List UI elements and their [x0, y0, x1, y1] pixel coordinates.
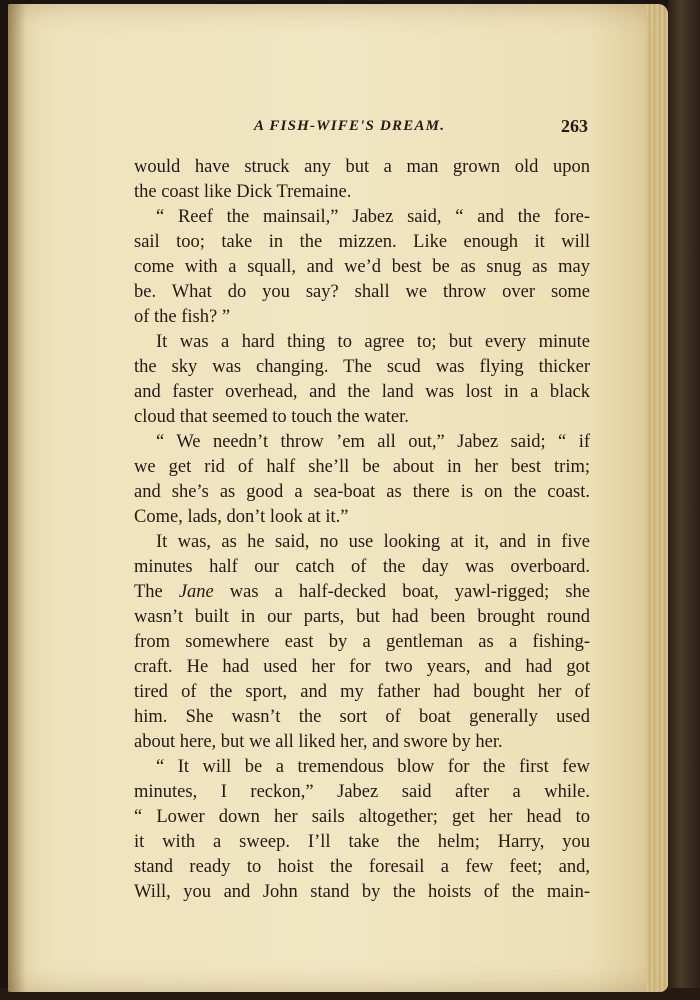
text-line: wasn’t built in our parts, but had been brought round	[134, 607, 590, 627]
text-line: “ It will be a tremendous blow for the first few	[156, 757, 590, 777]
text-line: tired of the sport, and my father had bought her of	[134, 682, 590, 702]
text-line: come with a squall, and we’d best be as snug as may	[134, 257, 590, 277]
text-line: and she’s as good a sea-boat as there is on the coast.	[134, 482, 590, 502]
text-fragment: was a half-decked boat, yawl-rigged; she	[213, 582, 590, 602]
text-line: “ Lower down her sails altogether; get her head to	[134, 807, 590, 827]
text-line: and faster overhead, and the land was lost in a black	[134, 382, 590, 402]
spine-shadow	[8, 4, 26, 992]
text-line: “ Reef the mainsail,” Jabez said, “ and the fore-	[156, 207, 590, 227]
text-line: Come, lads, don’t look at it.”	[134, 507, 349, 527]
body-text	[134, 155, 590, 905]
text-line: craft. He had used her for two years, and had got	[134, 657, 590, 677]
boat-name: Jane	[178, 582, 214, 602]
text-line: be. What do you say? shall we throw over some	[134, 282, 590, 302]
text-line: the sky was changing. The scud was flying thicker	[134, 357, 590, 377]
text-line: from somewhere east by a gentleman as a fishing-	[134, 632, 590, 652]
page-header	[8, 118, 668, 142]
book-page	[8, 4, 668, 992]
text-line: cloud that seemed to touch the water.	[134, 407, 409, 427]
text-line: the coast like Dick Tremaine.	[134, 182, 352, 202]
text-line: of the fish? ”	[134, 307, 231, 327]
text-line: Will, you and John stand by the hoists of the main-	[134, 882, 590, 902]
running-title: A FISH-WIFE'S DREAM.	[254, 118, 446, 134]
page-number: 263	[561, 116, 588, 136]
text-line: minutes half our catch of the day was overboard.	[134, 557, 590, 577]
text-line: him. She wasn’t the sort of boat generally used	[134, 707, 590, 727]
text-line: It was, as he said, no use looking at it, and in five	[156, 532, 590, 552]
text-line: about here, but we all liked her, and swore by her.	[134, 732, 503, 752]
text-fragment: The	[134, 582, 179, 602]
text-line	[134, 580, 590, 605]
text-line: would have struck any but a man grown old upon	[134, 157, 590, 177]
text-line: stand ready to hoist the foresail a few feet; and,	[134, 857, 590, 877]
page-edges	[646, 4, 668, 992]
text-line: It was a hard thing to agree to; but every minute	[156, 332, 590, 352]
text-line: it with a sweep. I’ll take the helm; Harry, you	[134, 832, 590, 852]
text-line: minutes, I reckon,” Jabez said after a while.	[134, 782, 590, 802]
book-cover-edge	[668, 0, 700, 1000]
text-line: “ We needn’t throw ’em all out,” Jabez said; “ if	[156, 432, 590, 452]
text-line: we get rid of half she’ll be about in her best trim;	[134, 457, 590, 477]
text-line: sail too; take in the mizzen. Like enough it will	[134, 232, 590, 252]
